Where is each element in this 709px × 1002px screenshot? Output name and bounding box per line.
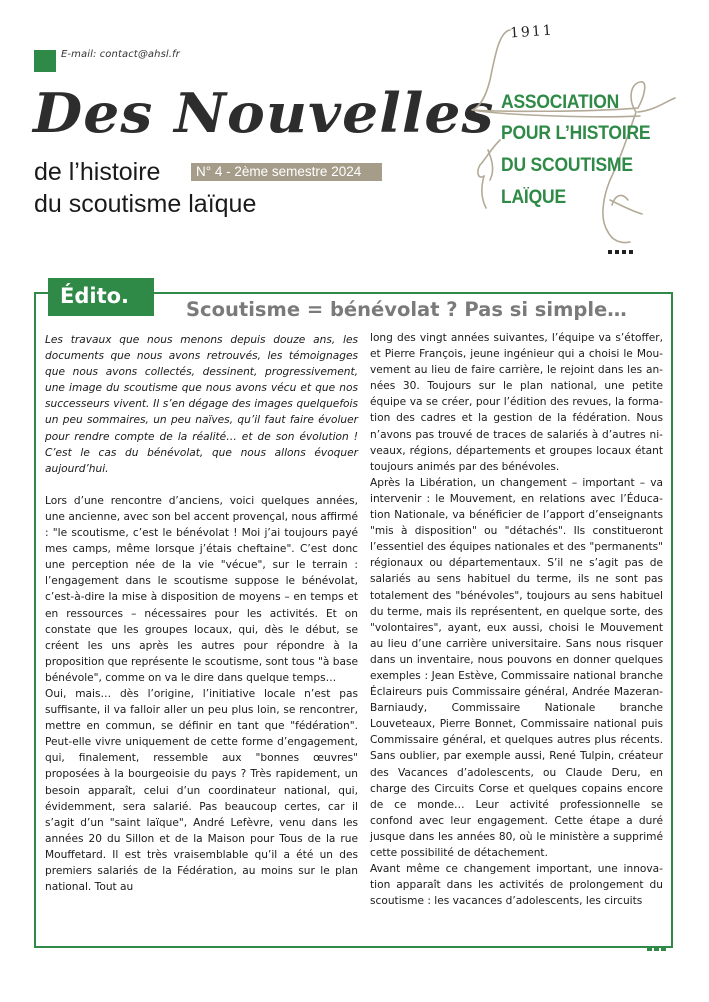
logo-line-association: ASSOCIATION — [501, 92, 620, 113]
edito-tag: Édito. — [48, 278, 154, 316]
newsletter-subtitle-line1: de l’histoire — [34, 158, 161, 186]
logo-line-histoire: POUR L’HISTOIRE — [501, 123, 651, 144]
contact-email[interactable]: E-mail: contact@ahsl.fr — [61, 49, 180, 60]
continued-dots-icon — [645, 938, 666, 956]
edito-paragraph: Oui, mais… dès l’origine, l’initiative locale n’est pas suffisante, il va falloir aller un peu plus loin, se rencontrer, mettre en commun, se définir en tant que "fédération". Peut-elle vivre uniquement de cette forme d’engagement, qui, finalement, ressemble aux "bonnes œuvres" proposées à la bourgeoisie du pays ? Très rapidement, un besoin apparaît, celui d’un coordinateur national, qui, évidemment, sera salarié. Pas beaucoup certes, car il s’agit d’un "saint laïque", André Lefèvre, venu dans les années 20 du Sillon et de la Maison pour Tous de la rue Mouffetard. Il est très vraisemblable qu’il a été un des premiers salariés de la Fédération, au moins sur le plan national. Tout au — [45, 687, 358, 894]
newsletter-title: Des Nouvelles — [33, 81, 495, 145]
edito-paragraph: Lors d’une rencontre d’anciens, voici quelques années, une ancienne, avec son bel accent provençal, nous affirmé : "le scoutisme, c’est le bénévolat ! Moi j’ai toujours payé mes camps, même lorsque j’étais cheftaine". C’est donc une perception née de la vie "vécue", sur le terrain : l’engagement dans le scoutisme suppose le bénévolat, c’est-à-dire la mise à disposition de moyens – en temps et en ressources – nécessaires pour les activités. Et on constate que les groupes locaux, qui, dès le début, se créent les uns après les autres pour répondre à la proposition que représente le scoutisme, sont tous "à base bénévole", comme on va le dire dans quelque temps… — [45, 494, 358, 684]
edito-column-right — [370, 330, 663, 909]
edito-column-left — [45, 332, 358, 895]
logo-year: 1911 — [509, 22, 555, 42]
newsletter-subtitle-line2: du scoutisme laïque — [34, 190, 257, 218]
edito-headline: Scoutisme = bénévolat ? Pas si simple… — [186, 298, 627, 321]
edito-paragraph: Avant même ce changement important, une innovation apparaît dans les activités de prolongement du scoutisme : les vacances d’adolescents, les circuits — [370, 863, 663, 908]
issue-badge: N° 4 - 2ème semestre 2024 — [191, 163, 382, 181]
logo-line-laique: LAÏQUE — [501, 187, 566, 208]
logo-line-scoutisme: DU SCOUTISME — [501, 155, 633, 176]
edito-paragraph: long des vingt années suivantes, l’équipe va s’étoffer, et Pierre François, jeune ingénieur qui a choisi le Mouvement au lieu de faire carrière, le rejoint dans les années 30. Toujours sur le plan national, une petite équipe va se créer, pour l’édition des revues, la formation des cadres et la gestion de la fédération. Nous n’avons pas trouvé de traces de salariés à d’autres niveaux, régions, départements et groupes locaux étant toujours animés par des bénévoles. — [370, 332, 663, 473]
email-square-icon — [34, 50, 56, 72]
logo-dots-icon — [608, 246, 636, 257]
edito-paragraph: Après la Libération, un changement – important – va intervenir : le Mouvement, en relations avec l’Éducation Nationale, va bénéficier de l’apport d’enseignants "mis à disposition" ou "détachés". Ils constitueront l’essentiel des équipes nationales et des "permanents" régionaux ou départementaux. S’il ne s’agit pas de salariés au sens habituel du terme, ils ne sont pas totalement des "bénévoles", toujours au sens habituel du terme, mais ils représentent, en quelque sorte, des "volontaires", ayant, eux aussi, choisi le Mouvement au lieu d’une carrière universitaire. Sans nous risquer dans un inventaire, nous pouvons en donner quelques exemples : Jean Estève, Commissaire national branche Éclaireurs puis Commissaire général, Andrée Mazeran-Barniaudy, Commissaire Nationale branche Louveteaux, Pierre Bonnet, Commissaire national puis Commissaire général, et quelques autres plus récents. Sans oublier, par exemple aussi, René Tulpin, créateur des Vacances d’adolescents, ou Claude Deru, en charge des Circuits Corse et quelques copains encore de ce monde… Leur activité professionnelle se confond avec leur engagement. Cette étape a duré jusque dans les années 80, où le ministère a supprimé cette possibilité de détachement. — [370, 476, 663, 859]
edito-intro: Les travaux que nous menons depuis douze ans, les documents que nous avons retrouvés, les témoignages que nous avons collectés, dessinent, progressivement, une image du scoutisme que nous avons vécu et que nos successeurs vivent. Il s’en dégage des images quelquefois un peu sommaires, un peu naïves, qu’il faut faire évoluer pour rendre compte de la réalité… et de son évolution ! C’est le cas du bénévolat, que nous allons évoquer aujourd’hui. — [45, 334, 358, 475]
